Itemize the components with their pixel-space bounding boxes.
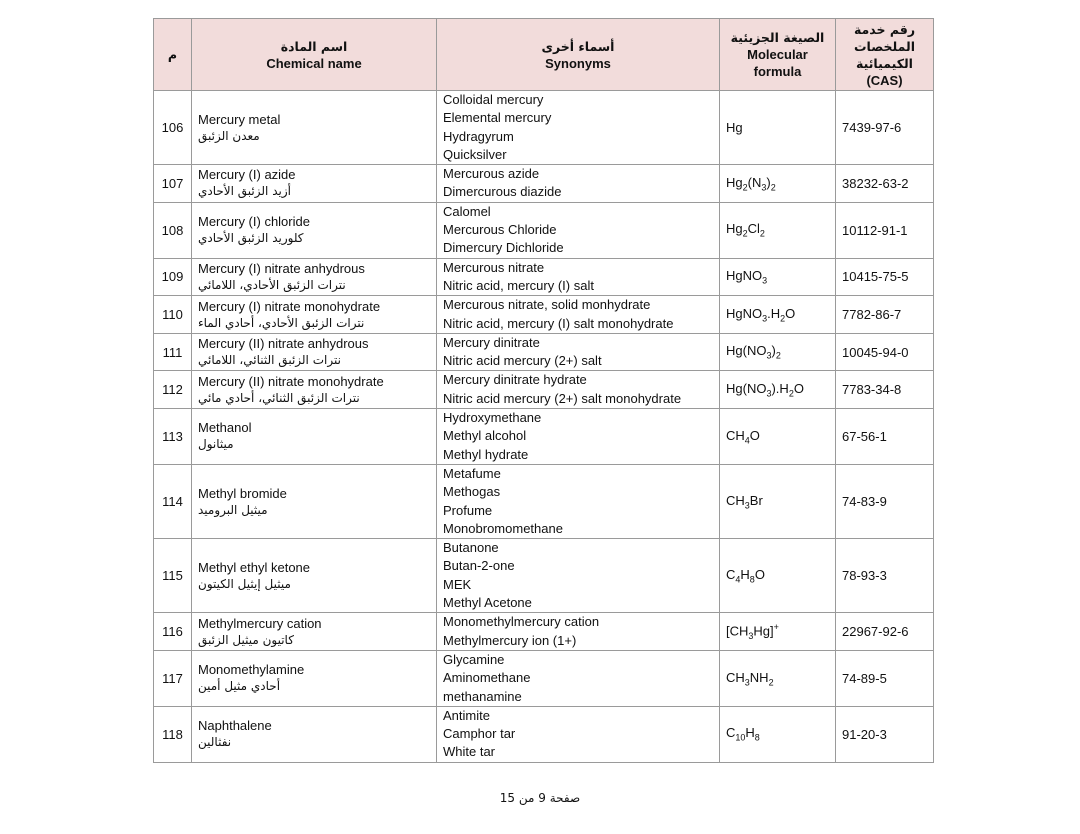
chemical-name-cell [192,464,437,538]
formula-part: 2 [780,313,786,324]
chemical-name-english: Naphthalene [198,718,272,734]
chemical-name-cell [192,613,437,651]
row-number: 116 [154,613,192,651]
synonyms-cell [437,613,720,651]
synonym: Nitric acid, mercury (I) salt [443,277,594,293]
row-number: 115 [154,539,192,613]
synonym: Mercurous nitrate, solid monhydrate [443,297,651,313]
formula-part: Hg] [753,623,774,639]
table-row [154,202,934,258]
chemical-name-english: Mercury (I) chloride [198,214,310,230]
formula-part: O [785,305,796,321]
synonym: Methylmercury ion (1+) [443,632,577,648]
synonym: Mercury dinitrate hydrate [443,372,587,388]
synonyms-cell [437,539,720,613]
synonym: Glycamine [443,651,505,667]
cas-number: 10045-94-0 [836,333,934,371]
chemical-name-english: Mercury (I) nitrate anhydrous [198,260,365,276]
table-row [154,91,934,165]
formula-part: Hg [726,120,743,136]
formula-part: HgNO [726,268,763,284]
synonym: Methyl alcohol [443,428,527,444]
formula-part: 2 [788,388,794,399]
molecular-formula [720,706,836,762]
formula-part: ) [771,343,776,359]
cas-number: 7439-97-6 [836,91,934,165]
chemical-name-arabic: أحادي مثيل أمين [198,679,281,694]
molecular-formula [720,296,836,334]
formula-part: 4 [744,435,750,446]
synonym: White tar [443,744,496,760]
chemical-name-cell [192,539,437,613]
cas-number: 10415-75-5 [836,258,934,296]
molecular-formula [720,258,836,296]
synonym: Butanone [443,540,499,556]
formula-part: 2 [742,182,748,193]
formula-part: 3 [762,313,768,324]
formula-part: O [754,566,765,582]
molecular-formula [720,613,836,651]
row-number: 113 [154,409,192,465]
synonym: Dimercury Dichloride [443,240,564,256]
chemical-name-arabic: ميثيل البروميد [198,502,268,517]
row-number: 114 [154,464,192,538]
synonym: Camphor tar [443,726,516,742]
formula-part: 4 [735,574,741,585]
header-cas: رقم خدمة الملخصات الكيميائية (CAS) [836,19,934,91]
cas-number: 22967-92-6 [836,613,934,651]
molecular-formula [720,464,836,538]
table-row [154,296,934,334]
chemical-name-cell [192,333,437,371]
formula-part: (N [747,174,762,190]
header-molecular-formula: الصيغة الجزيئية Molecular formula [720,19,836,91]
header-synonyms: أسماء أخرى Synonyms [437,19,720,91]
synonym: Methyl Acetone [443,595,532,611]
row-number: 106 [154,91,192,165]
synonym: Methyl hydrate [443,446,529,462]
table-row [154,258,934,296]
formula-part: 2 [775,350,781,361]
synonym: Monobromomethane [443,520,563,536]
molecular-formula [720,165,836,203]
synonyms-cell [437,258,720,296]
formula-part: 8 [754,733,760,744]
chemical-name-english: Mercury (II) nitrate monohydrate [198,373,384,389]
chemical-name-arabic: أزيد الزئبق الأحادي [198,184,291,199]
table-row [154,650,934,706]
formula-part: 3 [766,350,772,361]
synonyms-cell [437,333,720,371]
formula-part: O [749,427,760,443]
cas-number: 7782-86-7 [836,296,934,334]
formula-part: ).H [771,380,789,396]
chemical-name-arabic: نترات الزئبق الثنائي، اللامائي [198,353,341,368]
cas-number: 74-89-5 [836,650,934,706]
chemical-name-english: Methyl ethyl ketone [198,559,311,575]
synonyms-cell [437,371,720,409]
formula-part: 2 [770,182,776,193]
molecular-formula [720,371,836,409]
formula-part: 8 [749,574,755,585]
chemical-name-english: Mercury (I) nitrate monohydrate [198,298,381,314]
synonym: Metafume [443,465,501,481]
cas-number: 7783-34-8 [836,371,934,409]
formula-part: 3 [761,182,767,193]
synonyms-cell [437,296,720,334]
formula-part: C [726,566,736,582]
chemical-name-cell [192,650,437,706]
row-number: 112 [154,371,192,409]
formula-part: C [726,725,736,741]
header-chemical-name: اسم المادة Chemical name [192,19,437,91]
molecular-formula [720,333,836,371]
formula-part: 3 [744,677,750,688]
synonym: Nitric acid mercury (2+) salt [443,353,602,369]
row-number: 107 [154,165,192,203]
cas-number: 74-83-9 [836,464,934,538]
molecular-formula [720,91,836,165]
molecular-formula [720,202,836,258]
chemical-name-cell [192,371,437,409]
row-number: 117 [154,650,192,706]
synonym: Hydragyrum [443,128,514,144]
table-body [154,91,934,763]
chemical-name-english: Monomethylamine [198,662,305,678]
table-row [154,371,934,409]
formula-part: 2 [768,677,774,688]
synonym: Elemental mercury [443,110,552,126]
formula-part: 3 [748,631,754,642]
chemical-name-cell [192,202,437,258]
chemical-name-arabic: كلوريد الزئبق الأحادي [198,231,304,246]
synonyms-cell [437,706,720,762]
formula-part: 2 [759,229,765,240]
chemical-name-cell [192,409,437,465]
chemical-name-cell [192,296,437,334]
synonyms-cell [437,464,720,538]
synonyms-cell [437,91,720,165]
synonym: Mercury dinitrate [443,334,540,350]
synonym: Hydroxymethane [443,410,542,426]
formula-part: Br [749,492,763,508]
chemical-name-english: Methylmercury cation [198,615,322,631]
row-number: 118 [154,706,192,762]
cas-number: 91-20-3 [836,706,934,762]
synonym: methanamine [443,688,522,704]
chemical-name-english: Mercury (I) azide [198,167,296,183]
row-number: 108 [154,202,192,258]
table-row [154,539,934,613]
table-row [154,464,934,538]
chemical-name-arabic: نترات الزئبق الثنائي، أحادي مائي [198,390,360,405]
formula-part: 3 [744,500,750,511]
formula-part: NH [749,669,769,685]
chemical-name-cell [192,91,437,165]
row-number: 109 [154,258,192,296]
formula-part: Hg(NO [726,343,767,359]
molecular-formula [720,539,836,613]
synonym: Mercurous nitrate [443,259,545,275]
synonym: Dimercurous diazide [443,184,562,200]
synonyms-cell [437,650,720,706]
synonym: Antimite [443,707,490,723]
table-row [154,706,934,762]
synonym: MEK [443,576,472,592]
chemical-name-arabic: ميثانول [198,437,234,452]
row-number: 110 [154,296,192,334]
formula-part: Hg [726,221,743,237]
cas-number: 10112-91-1 [836,202,934,258]
synonym: Butan-2-one [443,558,515,574]
formula-part: Hg [726,174,743,190]
table-row [154,409,934,465]
formula-part: [CH [726,623,749,639]
formula-part: 3 [762,275,768,286]
table-row [154,333,934,371]
table-header-row [154,19,934,91]
cas-number: 78-93-3 [836,539,934,613]
cas-number: 67-56-1 [836,409,934,465]
formula-part: CH [726,492,745,508]
formula-part: ) [766,174,771,190]
chemical-name-english: Mercury metal [198,111,281,127]
table-row [154,165,934,203]
formula-part: O [793,380,804,396]
formula-part: 10 [735,733,746,744]
formula-part: 2 [742,229,748,240]
chemical-name-english: Methanol [198,420,252,436]
molecular-formula [720,650,836,706]
chemical-name-arabic: معدن الزئبق [198,128,260,143]
page-footer: صفحة 9 من 15 [499,791,581,805]
chemicals-table [153,18,934,763]
table-row [154,613,934,651]
synonym: Quicksilver [443,146,507,162]
synonym: Aminomethane [443,670,531,686]
cas-number: 38232-63-2 [836,165,934,203]
molecular-formula [720,409,836,465]
formula-part: HgNO [726,305,763,321]
chemical-name-arabic: نترات الزئبق الأحادي، أحادي الماء [198,315,365,330]
formula-part: 3 [766,388,772,399]
synonyms-cell [437,409,720,465]
row-number: 111 [154,333,192,371]
synonym: Nitric acid mercury (2+) salt monohydrate [443,390,682,406]
header-number: م [154,19,192,91]
chemical-name-cell [192,258,437,296]
formula-part: H [740,566,750,582]
chemical-name-english: Methyl bromide [198,485,287,501]
formula-part: .H [767,305,781,321]
synonym: Profume [443,502,493,518]
synonym: Nitric acid, mercury (I) salt monohydrate [443,315,674,331]
chemical-name-cell [192,165,437,203]
synonym: Monomethylmercury cation [443,614,600,630]
chemical-name-cell [192,706,437,762]
chemical-name-arabic: كاتيون ميثيل الزئبق [198,632,294,647]
synonym: Mercurous azide [443,166,540,182]
chemical-name-english: Mercury (II) nitrate anhydrous [198,336,369,352]
formula-part: CH [726,427,745,443]
synonyms-cell [437,202,720,258]
synonyms-cell [437,165,720,203]
synonym: Mercurous Chloride [443,222,557,238]
synonym: Colloidal mercury [443,92,544,107]
formula-part: Hg(NO [726,380,767,396]
formula-part: + [773,622,779,633]
chemical-name-arabic: نترات الزئبق الأحادي، اللامائي [198,277,346,292]
chemical-name-arabic: ميثيل إيثيل الكيتون [198,576,291,591]
chemical-name-arabic: نفثالين [198,735,232,750]
formula-part: H [745,725,755,741]
synonym: Methogas [443,484,501,500]
synonym: Calomel [443,203,491,219]
formula-part: CH [726,669,745,685]
formula-part: Cl [747,221,760,237]
